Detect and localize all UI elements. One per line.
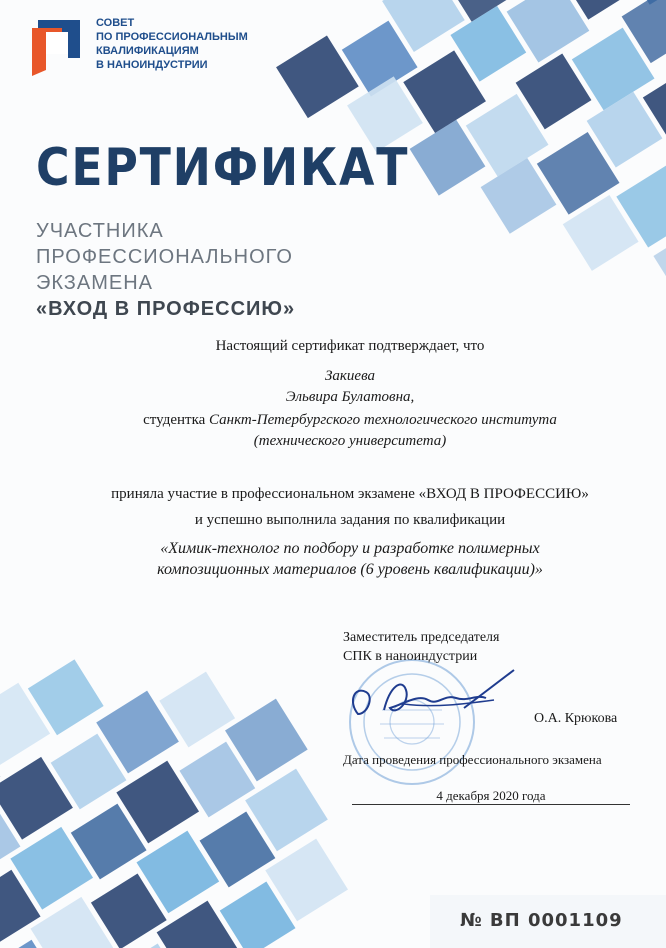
intro-text: Настоящий сертификат подтверждает, что — [215, 338, 485, 354]
certificate-subtitle — [36, 218, 295, 322]
certificate-title: СЕРТИФИКАТ — [36, 138, 410, 198]
signer-title-line: СПК в наноиндустрии — [343, 649, 478, 664]
qualification-line-2: композиционных материалов (6 уровень квалификации)» — [157, 561, 543, 578]
org-name-line: ПО ПРОФЕССИОНАЛЬНЫМ — [96, 31, 248, 43]
signer-name: О.А. Крюкова — [534, 711, 618, 726]
subtitle-line: ЭКЗАМЕНА — [36, 272, 154, 294]
completion-text: и успешно выполнила задания по квалификации — [194, 512, 506, 528]
subtitle-line: УЧАСТНИКА — [36, 220, 164, 242]
subtitle-line: ПРОФЕССИОНАЛЬНОГО — [36, 246, 293, 268]
handwritten-signature — [344, 664, 544, 734]
signer-title-line: Заместитель председателя — [343, 630, 500, 645]
institution-subname: (технического университета) — [253, 433, 447, 449]
org-logo-icon — [28, 14, 88, 76]
date-underline — [352, 804, 630, 805]
exam-name: «ВХОД В ПРОФЕССИЮ» — [36, 298, 296, 320]
recipient-name: Эльвира Булатовна, — [285, 389, 415, 405]
qualification-line-1: «Химик-технолог по подбору и разработке полимерных — [160, 540, 540, 557]
certificate-number: № ВП 0001109 — [460, 910, 623, 931]
participation-text: приняла участие в профессиональном экзамене «ВХОД В ПРОФЕССИЮ» — [111, 486, 589, 502]
institution-line — [40, 410, 660, 430]
institution-name: Санкт-Петербургского технологического института — [209, 412, 557, 428]
org-name-line: В НАНОИНДУСТРИИ — [96, 59, 208, 71]
recipient-surname: Закиева — [324, 368, 375, 384]
org-name — [96, 16, 248, 72]
signer-title — [343, 628, 499, 666]
org-name-line: СОВЕТ — [96, 17, 135, 29]
student-prefix: студентка — [143, 412, 206, 428]
exam-date: 4 декабря 2020 года — [436, 788, 546, 803]
org-name-line: КВАЛИФИКАЦИЯМ — [96, 45, 199, 57]
exam-date-label: Дата проведения профессионального экзамена — [343, 752, 602, 767]
